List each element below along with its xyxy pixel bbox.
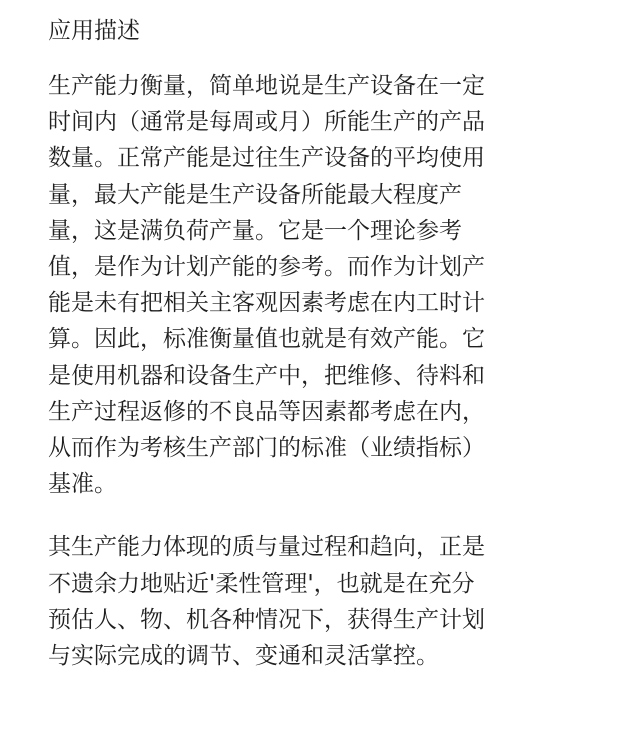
text-line: 基准。 — [48, 471, 117, 498]
text-line: 是使用机器和设备生产中，把维修、待料和 — [48, 362, 485, 389]
text-line: 生产过程返修的不良品等因素都考虑在内， — [48, 398, 485, 425]
text-line: 不遗余力地贴近'柔性管理'，也就是在充分 — [48, 570, 475, 597]
text-line: 算。因此，标准衡量值也就是有效产能。它 — [48, 326, 485, 353]
section-heading: 应用描述 — [48, 18, 140, 44]
paragraph-2 — [48, 529, 617, 674]
text-line: 时间内（通常是每周或月）所能生产的产品 — [48, 109, 485, 136]
text-line: 从而作为考核生产部门的标准（业绩指标） — [48, 435, 485, 462]
text-line: 生产能力衡量，简单地说是生产设备在一定 — [48, 73, 485, 99]
text-line: 预估人、物、机各种情况下，获得生产计划 — [48, 606, 485, 633]
text-line: 能是未有把相关主客观因素考虑在内工时计 — [48, 290, 485, 317]
text-line: 数量。正常产能是过往生产设备的平均使用 — [48, 145, 485, 172]
text-line: 值，是作为计划产能的参考。而作为计划产 — [48, 254, 485, 281]
text-line: 量，这是满负荷产量。它是一个理论参考 — [48, 217, 462, 244]
paragraph-1 — [48, 68, 617, 502]
text-line: 量，最大产能是生产设备所能最大程度产 — [48, 181, 462, 208]
text-line: 与实际完成的调节、变通和灵活掌控。 — [48, 643, 439, 670]
text-line: 其生产能力体现的质与量过程和趋向，正是 — [48, 534, 485, 561]
